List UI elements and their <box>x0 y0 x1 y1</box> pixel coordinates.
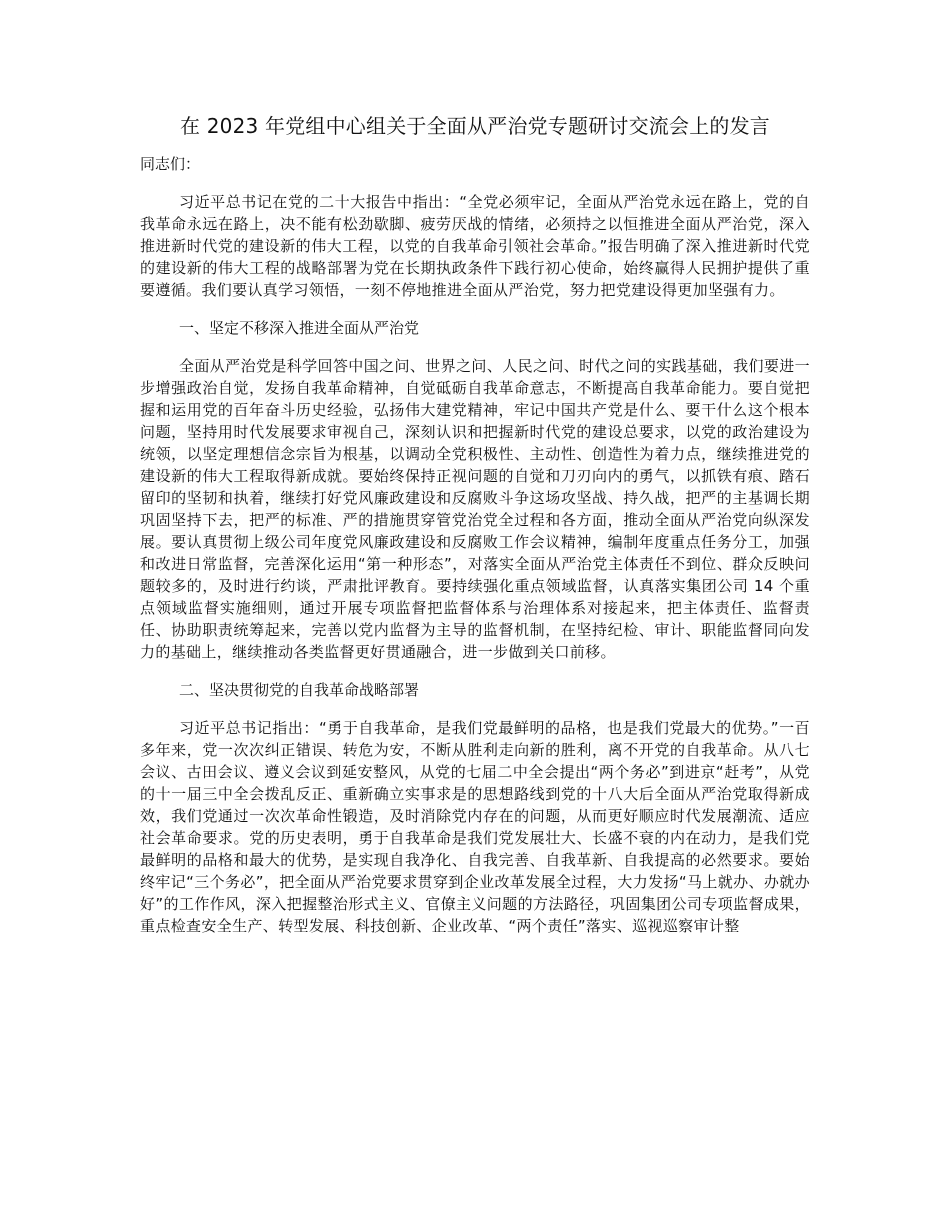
intro-paragraph: 习近平总书记在党的二十大报告中指出：“全党必须牢记，全面从严治党永远在路上，党的自我革命永远在路上，决不能有松劲歇脚、疲劳厌战的情绪，必须持之以恒推进全面从严治党，深入推进新时代党的建设新的伟大工程，以党的自我革命引领社会革命。”报告明确了深入推进新时代党的建设新的伟大工程的战略部署为党在长期执政条件下践行初心使命，始终赢得人民拥护提供了重要遵循。我们要认真学习领悟，一刻不停地推进全面从严治党，努力把党建设得更加坚强有力。 <box>140 193 810 299</box>
document-body <box>140 112 810 937</box>
section-1-heading: 一、坚定不移深入推进全面从严治党 <box>179 319 420 337</box>
section-2-paragraph: 习近平总书记指出：“勇于自我革命，是我们党最鲜明的品格，也是我们党最大的优势。”一百多年来，党一次次纠正错误、转危为安，不断从胜利走向新的胜利，离不开党的自我革命。从八七会议、古田会议、遵义会议到延安整风，从党的七届二中全会提出“两个务必”到进京“赶考”，从党的十一届三中全会拨乱反正、重新确立实事求是的思想路线到党的十八大后全面从严治党取得新成效，我们党通过一次次革命性锻造，及时消除党内存在的问题，从而更好顺应时代发展潮流、适应社会革命要求。党的历史表明，勇于自我革命是我们党发展壮大、长盛不衰的内在动力，是我们党最鲜明的品格和最大的优势，是实现自我净化、自我完善、自我革新、自我提高的必然要求。要始终牢记“三个务必”，把全面从严治党要求贯穿到企业改革发展全过程，大力发扬“马上就办、办就办好”的工作作风，深入把握整治形式主义、官僚主义问题的方法路径，巩固集团公司专项监督成果，重点检查安全生产、转型发展、科技创新、企业改革、“两个责任”落实、巡视巡察审计整 <box>140 719 810 935</box>
section-1-paragraph: 全面从严治党是科学回答中国之问、世界之问、人民之问、时代之问的实践基础，我们要进一步增强政治自觉，发扬自我革命精神，自觉砥砺自我革命意志，不断提高自我革命能力。要自觉把握和运用党的百年奋斗历史经验，弘扬伟大建党精神，牢记中国共产党是什么、要干什么这个根本问题，坚持用时代发展要求审视自己，深刻认识和把握新时代党的建设总要求，以党的政治建设为统领，以坚定理想信念宗旨为根基，以调动全党积极性、主动性、创造性为着力点，继续推进党的建设新的伟大工程取得新成就。要始终保持正视问题的自觉和刀刃向内的勇气，以抓铁有痕、踏石留印的坚韧和执着，继续打好党风廉政建设和反腐败斗争这场攻坚战、持久战，把严的主基调长期巩固坚持下去，把严的标准、严的措施贯穿管党治党全过程和各方面，推动全面从严治党向纵深发展。要认真贯彻上级公司年度党风廉政建设和反腐败工作会议精神，编制年度重点任务分工，加强和改进日常监督，完善深化运用“第一种形态”，对落实全面从严治党主体责任不到位、群众反映问题较多的，及时进行约谈，严肃批评教育。要持续强化重点领域监督，认真落实集团公司 14 个重点领域监督实施细则，通过开展专项监督把监督体系与治理体系对接起来，把主体责任、监督责任、协助职责统筹起来，完善以党内监督为主导的监督机制，在坚持纪检、审计、职能监督同向发力的基础上，继续推动各类监督更好贯通融合，进一步做到关口前移。 <box>140 357 810 661</box>
document-title: 在 2023 年党组中心组关于全面从严治党专题研讨交流会上的发言 <box>179 114 770 138</box>
salutation: 同志们： <box>140 155 201 173</box>
section-2-heading: 二、坚决贯彻党的自我革命战略部署 <box>179 681 420 699</box>
